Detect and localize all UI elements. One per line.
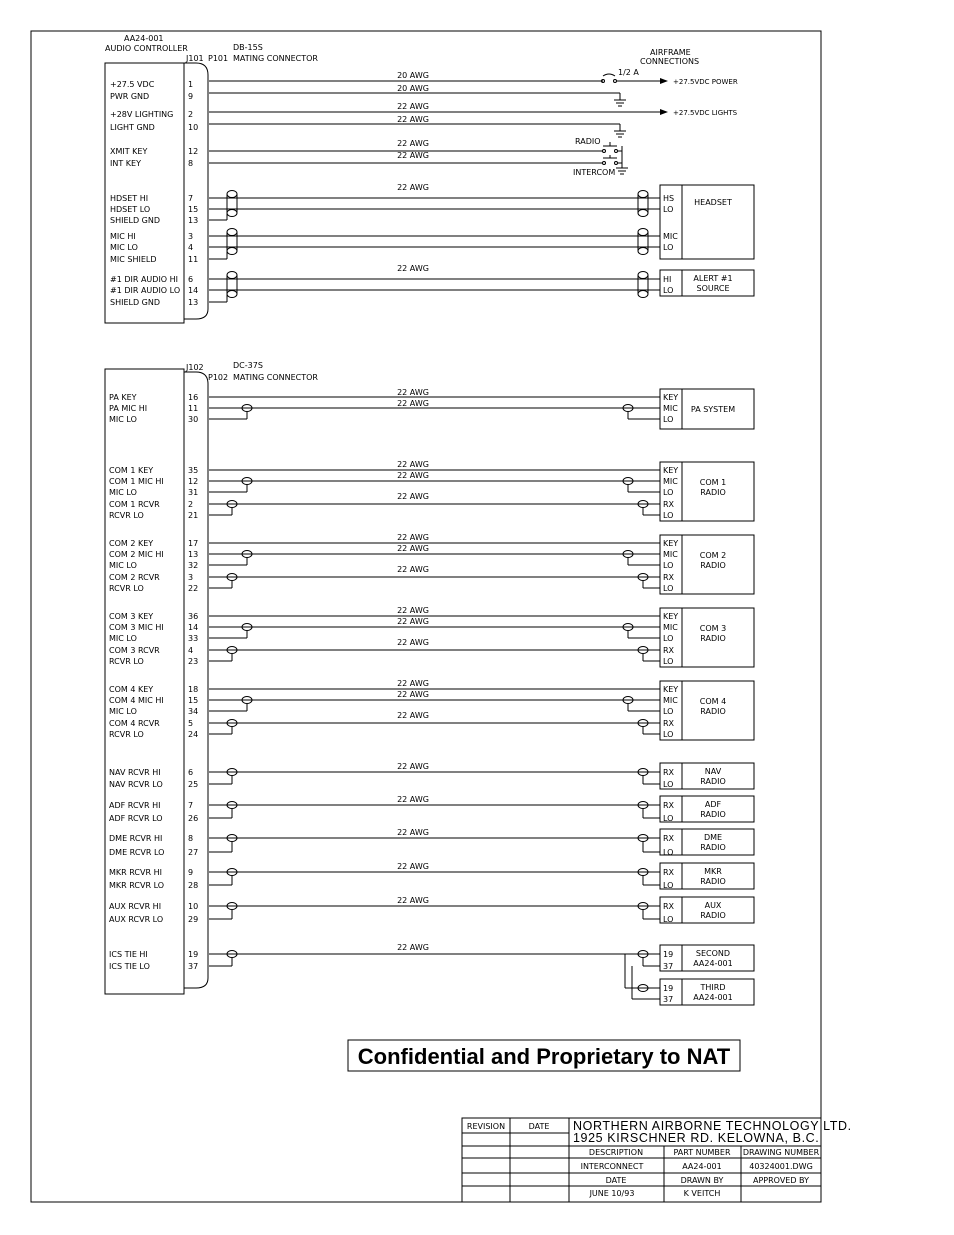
j102-pin-label: RCVR LO: [109, 584, 144, 593]
j101-pin-label: MIC HI: [110, 232, 136, 241]
device-pin-label: KEY: [663, 685, 679, 694]
wire-gauge-label: 22 AWG: [397, 638, 429, 647]
wire-gauge-label: 20 AWG: [397, 71, 429, 80]
j102-pin-number: 27: [188, 848, 199, 857]
j101-pin-number: 8: [188, 159, 194, 168]
j101-pin-label: XMIT KEY: [110, 147, 148, 156]
j102-pin-number: 5: [188, 719, 194, 728]
wire-gauge-label: 22 AWG: [397, 617, 429, 626]
device-name: HEADSET: [694, 198, 732, 207]
device-pin-label: RX: [663, 902, 675, 911]
shield-icon: [227, 291, 237, 298]
device-pin-label: MIC: [663, 696, 678, 705]
j101-pin-label: #1 DIR AUDIO HI: [110, 275, 179, 284]
drawing-number-value: 40324001.DWG: [749, 1162, 813, 1171]
j102-pin-number: 16: [188, 393, 199, 402]
wire-gauge-label: 22 AWG: [397, 711, 429, 720]
device-name: RADIO: [700, 777, 726, 786]
wire-gauge-label: 22 AWG: [397, 533, 429, 542]
j102-pin-label: COM 4 KEY: [109, 685, 154, 694]
j101-pin-number: 7: [188, 194, 194, 203]
shield-icon: [638, 229, 648, 236]
part-number-value: AA24-001: [682, 1162, 722, 1171]
j101-pin-label: MIC SHIELD: [110, 255, 157, 264]
shield-icon: [638, 210, 648, 217]
device-name: SOURCE: [696, 284, 730, 293]
j102-pin-label: PA KEY: [109, 393, 137, 402]
power-arrow-icon: [660, 78, 668, 84]
device-name: RADIO: [700, 843, 726, 852]
device-name: RADIO: [700, 634, 726, 643]
j102-pin-label: COM 2 KEY: [109, 539, 154, 548]
wire-gauge-label: 22 AWG: [397, 795, 429, 804]
date-label: DATE: [605, 1176, 627, 1185]
revision-header: REVISION: [466, 1122, 506, 1131]
approved-by-label: APPROVED BY: [752, 1176, 810, 1185]
j102-pin-label: RCVR LO: [109, 511, 144, 520]
airframe-title-1: AIRFRAME: [650, 48, 691, 57]
j101-pin-label: +27.5 VDC: [110, 80, 155, 89]
j102-pin-number: 37: [188, 962, 199, 971]
wire-gauge-label: 22 AWG: [397, 115, 429, 124]
j101-connector: [105, 63, 208, 323]
device-pin-label: LO: [663, 881, 674, 890]
j102-pin-number: 13: [188, 550, 199, 559]
j101-pin-number: 13: [188, 216, 199, 225]
j101-pin-number: 13: [188, 298, 199, 307]
j101-ref: J101: [186, 54, 204, 63]
device-pin-label: LO: [663, 707, 674, 716]
p102-mating-label: MATING CONNECTOR: [233, 373, 318, 382]
device-pin-label: RX: [663, 801, 675, 810]
schematic-wiring: [109, 71, 754, 1005]
j102-pin-label: MKR RCVR HI: [109, 868, 162, 877]
date-value: JUNE 10/93: [589, 1189, 635, 1198]
wire-gauge-label: 22 AWG: [397, 565, 429, 574]
j102-pin-number: 2: [188, 500, 194, 509]
wire-gauge-label: 22 AWG: [397, 492, 429, 501]
description-header: DESCRIPTION: [588, 1148, 644, 1157]
p101-ref: P101: [208, 54, 229, 63]
j102-pin-label: COM 2 MIC HI: [109, 550, 164, 559]
wire-gauge-label: 22 AWG: [397, 102, 429, 111]
j102-pin-number: 8: [188, 834, 194, 843]
j102-pin-label: COM 4 MIC HI: [109, 696, 164, 705]
device-pin-label: LO: [663, 657, 674, 666]
device-pin-label: 19: [663, 984, 674, 993]
device-pin-label: RX: [663, 768, 675, 777]
j102-pin-label: DME RCVR LO: [109, 848, 165, 857]
j102-pin-number: 14: [188, 623, 199, 632]
description-value: INTERCONNECT: [580, 1162, 644, 1171]
controller-model: AA24-001: [124, 34, 164, 43]
device-pin-label: LO: [663, 584, 674, 593]
j102-pin-number: 33: [188, 634, 199, 643]
device-pin-label: LO: [663, 730, 674, 739]
j101-pin-label: SHIELD GND: [110, 298, 161, 307]
breaker-rating: 1/2 A: [618, 68, 639, 77]
j101-pin-number: 6: [188, 275, 194, 284]
j102-pin-label: COM 3 KEY: [109, 612, 154, 621]
j102-pin-label: COM 1 RCVR: [109, 500, 160, 509]
device-name: RADIO: [700, 911, 726, 920]
j101-pin-label: SHIELD GND: [110, 216, 161, 225]
j102-pin-number: 12: [188, 477, 199, 486]
j102-pin-number: 18: [188, 685, 199, 694]
wire-gauge-label: 22 AWG: [397, 762, 429, 771]
j102-pin-label: RCVR LO: [109, 657, 144, 666]
j102-pin-label: MIC LO: [109, 634, 137, 643]
j102-pin-number: 35: [188, 466, 199, 475]
j102-pin-number: 19: [188, 950, 199, 959]
device-name: RADIO: [700, 488, 726, 497]
j101-pin-label: PWR GND: [110, 92, 150, 101]
device-name: THIRD: [700, 983, 726, 992]
j102-pin-number: 17: [188, 539, 199, 548]
device-name: MKR: [704, 867, 722, 876]
j101-pin-number: 2: [188, 110, 194, 119]
drawing-number-header: DRAWING NUMBER: [742, 1148, 820, 1157]
device-pin-label: RX: [663, 868, 675, 877]
device-pin-label: LO: [663, 415, 674, 424]
j102-pin-number: 15: [188, 696, 199, 705]
device-box: [660, 185, 754, 259]
device-name: DME: [703, 833, 723, 842]
j102-pin-number: 10: [188, 902, 199, 911]
shield-icon: [227, 229, 237, 236]
device-pin-label: LO: [663, 915, 674, 924]
device-name: COM 2: [699, 551, 727, 560]
wire-gauge-label: 22 AWG: [397, 943, 429, 952]
intercom-switch-label: INTERCOM: [573, 168, 616, 177]
j102-pin-label: MIC LO: [109, 561, 137, 570]
device-pin-label: LO: [663, 634, 674, 643]
j102-pin-label: MKR RCVR LO: [109, 881, 165, 890]
p102-connector-type: DC-37S: [233, 361, 263, 370]
device-pin-label: MIC: [663, 404, 678, 413]
j102-pin-label: ICS TIE HI: [109, 950, 148, 959]
shield-icon: [227, 272, 237, 279]
j102-pin-label: MIC LO: [109, 415, 137, 424]
device-name: ADF: [704, 800, 722, 809]
j102-pin-number: 11: [188, 404, 199, 413]
lights-output-label: +27.5VDC LIGHTS: [673, 109, 738, 117]
device-name: RADIO: [700, 561, 726, 570]
j102-pin-label: PA MIC HI: [109, 404, 148, 413]
device-pin-label: KEY: [663, 466, 679, 475]
device-name: COM 1: [699, 478, 727, 487]
j101-pin-number: 9: [188, 92, 194, 101]
shield-icon: [638, 272, 648, 279]
j102-pin-label: COM 2 RCVR: [109, 573, 160, 582]
device-name: PA SYSTEM: [690, 405, 736, 414]
shield-icon: [638, 291, 648, 298]
j101-pin-label: MIC LO: [110, 243, 138, 252]
j101-pin-label: +28V LIGHTING: [110, 110, 174, 119]
drawn-by-value: K VEITCH: [683, 1189, 721, 1198]
device-pin-label: LO: [663, 286, 674, 295]
wire-gauge-label: 22 AWG: [397, 151, 429, 160]
j102-pin-number: 7: [188, 801, 194, 810]
wire-gauge-label: 22 AWG: [397, 460, 429, 469]
j101-pin-label: HDSET HI: [110, 194, 149, 203]
j102-pin-label: ADF RCVR HI: [109, 801, 161, 810]
j102-pin-number: 36: [188, 612, 199, 621]
j101-pin-number: 4: [188, 243, 194, 252]
j102-pin-label: MIC LO: [109, 707, 137, 716]
wire-gauge-label: 22 AWG: [397, 679, 429, 688]
device-pin-label: MIC: [663, 232, 678, 241]
j101-pin-number: 15: [188, 205, 199, 214]
device-pin-label: LO: [663, 511, 674, 520]
j101-pin-number: 12: [188, 147, 199, 156]
device-pin-label: MIC: [663, 477, 678, 486]
device-name: RADIO: [700, 810, 726, 819]
j102-pin-number: 24: [188, 730, 199, 739]
j102-pin-number: 6: [188, 768, 194, 777]
wire-gauge-label: 22 AWG: [397, 828, 429, 837]
shield-icon: [638, 248, 648, 255]
j102-pin-label: NAV RCVR HI: [109, 768, 161, 777]
j102-pin-number: 30: [188, 415, 199, 424]
j102-pin-number: 22: [188, 584, 199, 593]
j102-pin-label: DME RCVR HI: [109, 834, 163, 843]
p101-mating-label: MATING CONNECTOR: [233, 54, 318, 63]
part-number-header: PART NUMBER: [673, 1148, 731, 1157]
j102-pin-label: COM 3 RCVR: [109, 646, 160, 655]
device-name: AUX: [704, 901, 722, 910]
j101-pin-number: 10: [188, 123, 199, 132]
wire-gauge-label: 22 AWG: [397, 183, 429, 192]
wire-gauge-label: 22 AWG: [397, 606, 429, 615]
j101-pin-label: INT KEY: [110, 159, 141, 168]
j101-pin-label: HDSET LO: [110, 205, 151, 214]
j101-pin-number: 3: [188, 232, 194, 241]
wire-gauge-label: 22 AWG: [397, 862, 429, 871]
device-name: RADIO: [700, 707, 726, 716]
device-pin-label: 37: [663, 995, 674, 1004]
device-pin-label: 37: [663, 962, 674, 971]
j101-pin-label: LIGHT GND: [110, 123, 155, 132]
p102-ref: P102: [208, 373, 229, 382]
j102-pin-label: RCVR LO: [109, 730, 144, 739]
j101-pin-label: #1 DIR AUDIO LO: [110, 286, 181, 295]
j102-pin-label: AUX RCVR HI: [109, 902, 162, 911]
j102-pin-label: ADF RCVR LO: [109, 814, 163, 823]
shield-icon: [227, 248, 237, 255]
device-name: COM 4: [699, 697, 727, 706]
device-name: NAV: [704, 767, 722, 776]
wire-gauge-label: 22 AWG: [397, 896, 429, 905]
j102-pin-number: 31: [188, 488, 199, 497]
wire-gauge-label: 22 AWG: [397, 471, 429, 480]
j102-pin-label: COM 4 RCVR: [109, 719, 160, 728]
device-pin-label: MIC: [663, 623, 678, 632]
j102-pin-number: 34: [188, 707, 199, 716]
device-name: RADIO: [700, 877, 726, 886]
wire-gauge-label: 22 AWG: [397, 264, 429, 273]
lights-arrow-icon: [660, 109, 668, 115]
device-name: SECOND: [695, 949, 731, 958]
j102-pin-label: COM 3 MIC HI: [109, 623, 164, 632]
date-header: DATE: [528, 1122, 550, 1131]
j102-pin-label: ICS TIE LO: [109, 962, 150, 971]
device-pin-label: LO: [663, 243, 674, 252]
radio-switch-label: RADIO: [575, 137, 601, 146]
j102-pin-number: 28: [188, 881, 199, 890]
device-pin-label: LO: [663, 814, 674, 823]
j102-pin-label: MIC LO: [109, 488, 137, 497]
wire-gauge-label: 22 AWG: [397, 690, 429, 699]
device-pin-label: HI: [663, 275, 672, 284]
j102-pin-number: 32: [188, 561, 199, 570]
j102-pin-number: 25: [188, 780, 199, 789]
wire-gauge-label: 20 AWG: [397, 84, 429, 93]
j102-pin-number: 23: [188, 657, 199, 666]
j101-pin-number: 11: [188, 255, 199, 264]
drawn-by-label: DRAWN BY: [680, 1176, 724, 1185]
j101-pin-number: 1: [188, 80, 194, 89]
device-pin-label: LO: [663, 488, 674, 497]
device-pin-label: RX: [663, 834, 675, 843]
company-address: 1925 KIRSCHNER RD. KELOWNA, B.C.: [573, 1131, 820, 1145]
device-pin-label: HS: [663, 194, 675, 203]
j102-pin-label: NAV RCVR LO: [109, 780, 163, 789]
j102-connector: [105, 369, 208, 994]
device-pin-label: 19: [663, 950, 674, 959]
controller-name: AUDIO CONTROLLER: [105, 44, 188, 53]
airframe-title-2: CONNECTIONS: [640, 57, 700, 66]
p101-connector-type: DB-15S: [233, 43, 263, 52]
title-block: [462, 1118, 852, 1202]
wire-gauge-label: 22 AWG: [397, 388, 429, 397]
shield-icon: [227, 210, 237, 217]
j102-pin-number: 3: [188, 573, 194, 582]
j102-pin-number: 26: [188, 814, 199, 823]
device-pin-label: MIC: [663, 550, 678, 559]
device-pin-label: LO: [663, 848, 674, 857]
device-pin-label: RX: [663, 719, 675, 728]
j102-pin-number: 4: [188, 646, 194, 655]
device-pin-label: RX: [663, 500, 675, 509]
shield-icon: [638, 191, 648, 198]
device-pin-label: LO: [663, 205, 674, 214]
device-name: ALERT #1: [693, 274, 733, 283]
power-output-label: +27.5VDC POWER: [673, 78, 738, 86]
wire-gauge-label: 22 AWG: [397, 544, 429, 553]
j102-pin-number: 29: [188, 915, 199, 924]
j101-pin-number: 14: [188, 286, 199, 295]
j102-pin-label: COM 1 KEY: [109, 466, 154, 475]
device-pin-label: RX: [663, 573, 675, 582]
j102-pin-label: COM 1 MIC HI: [109, 477, 164, 486]
device-pin-label: LO: [663, 780, 674, 789]
wire-gauge-label: 22 AWG: [397, 139, 429, 148]
device-pin-label: KEY: [663, 393, 679, 402]
device-pin-label: KEY: [663, 612, 679, 621]
device-name: COM 3: [699, 624, 727, 633]
shield-icon: [227, 191, 237, 198]
j102-ref: J102: [186, 363, 204, 372]
confidential-notice: Confidential and Proprietary to NAT: [357, 1044, 731, 1069]
device-pin-label: LO: [663, 561, 674, 570]
device-name: AA24-001: [693, 993, 733, 1002]
device-pin-label: RX: [663, 646, 675, 655]
j102-pin-number: 21: [188, 511, 199, 520]
company-name: NORTHERN AIRBORNE TECHNOLOGY LTD.: [573, 1119, 852, 1133]
wire-gauge-label: 22 AWG: [397, 399, 429, 408]
device-name: AA24-001: [693, 959, 733, 968]
j102-pin-number: 9: [188, 868, 194, 877]
j102-pin-label: AUX RCVR LO: [109, 915, 164, 924]
device-pin-label: KEY: [663, 539, 679, 548]
